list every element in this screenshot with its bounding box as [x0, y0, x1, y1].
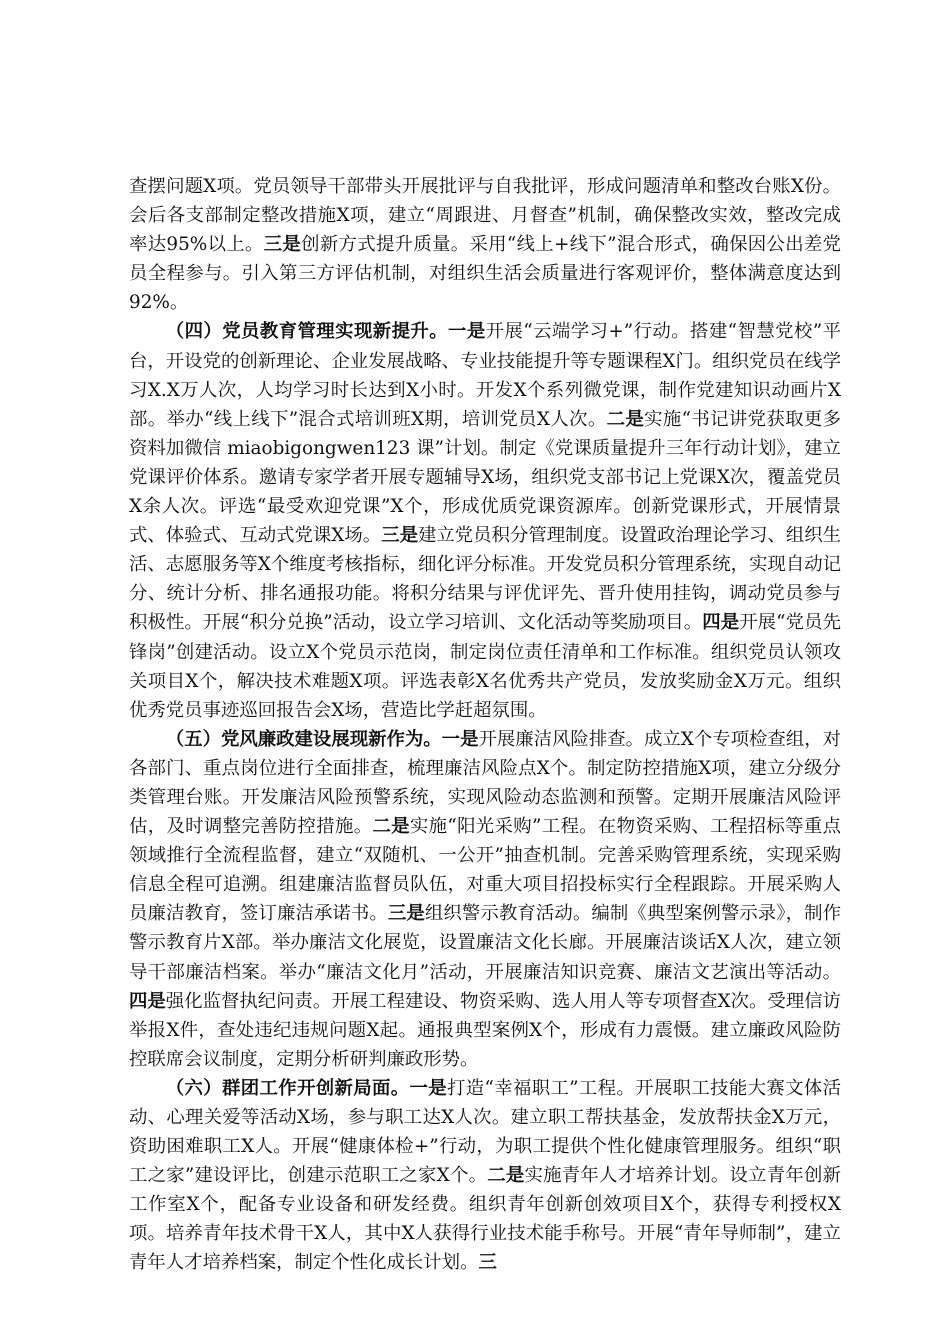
- lead-phrase: 四是: [129, 990, 166, 1012]
- text-segment: 实施“阳光采购”工程。在物资采购、工程招标等重点领域推行全流程监督，建立“双随机、一公开”抽查机制。完善采购管理系统，实现采购信息全程可追溯。组建廉洁监督员队伍，对重大项目招投标实行全程跟踪。开展采购人员廉洁教育，签订廉洁承诺书。: [129, 816, 841, 925]
- paragraph-continuation: [129, 172, 841, 317]
- lead-phrase: 四是: [702, 612, 740, 634]
- lead-phrase: 一是: [409, 1077, 447, 1099]
- text-segment: 开展“云端学习+”行动。搭建“智慧党校”平台，开设党的创新理论、企业发展战略、专业技能提升等专题课程X门。组织党员在线学习X.X万人次，人均学习时长达到X小时。开发X个系列微党课，制作党建知识动画片X部。举办“线上线下”混合式培训班X期，培训党员X人次。: [129, 321, 841, 430]
- lead-phrase: 三是: [263, 234, 302, 256]
- paragraph-section-4: [129, 317, 841, 724]
- text-segment: 开展廉洁风险排查。成立X个专项检查组，对各部门、重点岗位进行全面排查，梳理廉洁风险点X个。制定防控措施X项，建立分级分类管理台账。开发廉洁风险预警系统，实现风险动态监测和预警。定期开展廉洁风险评估，及时调整完善防控措施。: [129, 728, 841, 838]
- paragraph-section-5: [129, 725, 841, 1074]
- text-segment: 打造“幸福职工”工程。开展职工技能大赛文体活动、心理关爱等活动X场，参与职工达X人次。建立职工帮扶基金，发放帮扶金X万元，资助困难职工X人。开展“健康体检+”行动，为职工提供个性化健康管理服务。组织“职工之家”建设评比，创建示范职工之家X个。: [129, 1077, 841, 1187]
- lead-phrase: 一是: [441, 728, 479, 750]
- text-segment: 实施“书记讲党获取更多资料加微信 miaobigongwen123 课”计划。制定《党课质量提升三年行动计划》，建立党课评价体系。邀请专家学者开展专题辅导X场，组织党支部书记上党课X次，覆盖党员X余人次。评选“最受欢迎党课”X个，形成优质党课资源库。创新党课形式，开展情景式、体验式、互动式党课X场。: [129, 408, 841, 547]
- lead-phrase: 二是: [606, 408, 645, 430]
- lead-phrase: 一是: [448, 321, 486, 343]
- text-segment: 强化监督执纪问责。开展工程建设、物资采购、选人用人等专项督查X次。受理信访举报X件，查处违纪违规问题X起。通报典型案例X个，形成有力震慑。建立廉政风险防控联席会议制度，定期分析研判廉政形势。: [129, 990, 841, 1070]
- lead-phrase: 二是: [372, 816, 410, 838]
- document-body: [129, 172, 841, 1278]
- text-segment: 创新方式提升质量。采用“线上+线下”混合形式，确保因公出差党员全程参与。引入第三方评估机制，对组织生活会质量进行客观评价，整体满意度达到92%。: [129, 234, 841, 314]
- text-segment: 建立党员积分管理制度。设置政治理论学习、组织生活、志愿服务等X个维度考核指标，细化评分标准。开发党员积分管理系统，实现自动记分、统计分析、排名通报功能。将积分结果与评优评先、晋升使用挂钩，调动党员参与积极性。开展“积分兑换”活动，设立学习培训、文化活动等奖励项目。: [129, 525, 841, 634]
- lead-phrase: 三是: [381, 525, 418, 547]
- section-heading: （四）党员教育管理实现新提升。: [165, 321, 449, 343]
- paragraph-section-6: [129, 1074, 841, 1278]
- lead-phrase: 二是: [487, 1165, 525, 1187]
- text-segment: 实施青年人才培养计划。设立青年创新工作室X个，配备专业设备和研发经费。组织青年创新创效项目X个，获得专利授权X项。培养青年技术骨干X人，其中X人获得行业技术能手称号。开展“青年导师制”，建立青年人才培养档案，制定个性化成长计划。: [129, 1165, 841, 1274]
- lead-phrase: 三是: [387, 903, 425, 925]
- section-heading: （六）群团工作开创新局面。: [165, 1077, 410, 1099]
- section-heading: （五）党风廉政建设展现新作为。: [165, 728, 442, 750]
- text-segment: 组织警示教育活动。编制《典型案例警示录》，制作警示教育片X部。举办廉洁文化展览，设置廉洁文化长廊。开展廉洁谈话X人次，建立领导干部廉洁档案。举办“廉洁文化月”活动，开展廉洁知识竞赛、廉洁文艺演出等活动。: [129, 903, 841, 983]
- lead-phrase: 三: [478, 1252, 497, 1274]
- text-segment: 查摆问题X项。党员领导干部带头开展批评与自我批评，形成问题清单和整改台账X份。会后各支部制定整改措施X项，建立“周跟进、月督查”机制，确保整改实效，整改完成率达95%以上。: [129, 176, 841, 256]
- text-segment: 开展“党员先锋岗”创建活动。设立X个党员示范岗，制定岗位责任清单和工作标准。组织党员认领攻关项目X个，解决技术难题X项。评选表彰X名优秀共产党员，发放奖励金X万元。组织优秀党员事迹巡回报告会X场，营造比学赶超氛围。: [129, 612, 841, 721]
